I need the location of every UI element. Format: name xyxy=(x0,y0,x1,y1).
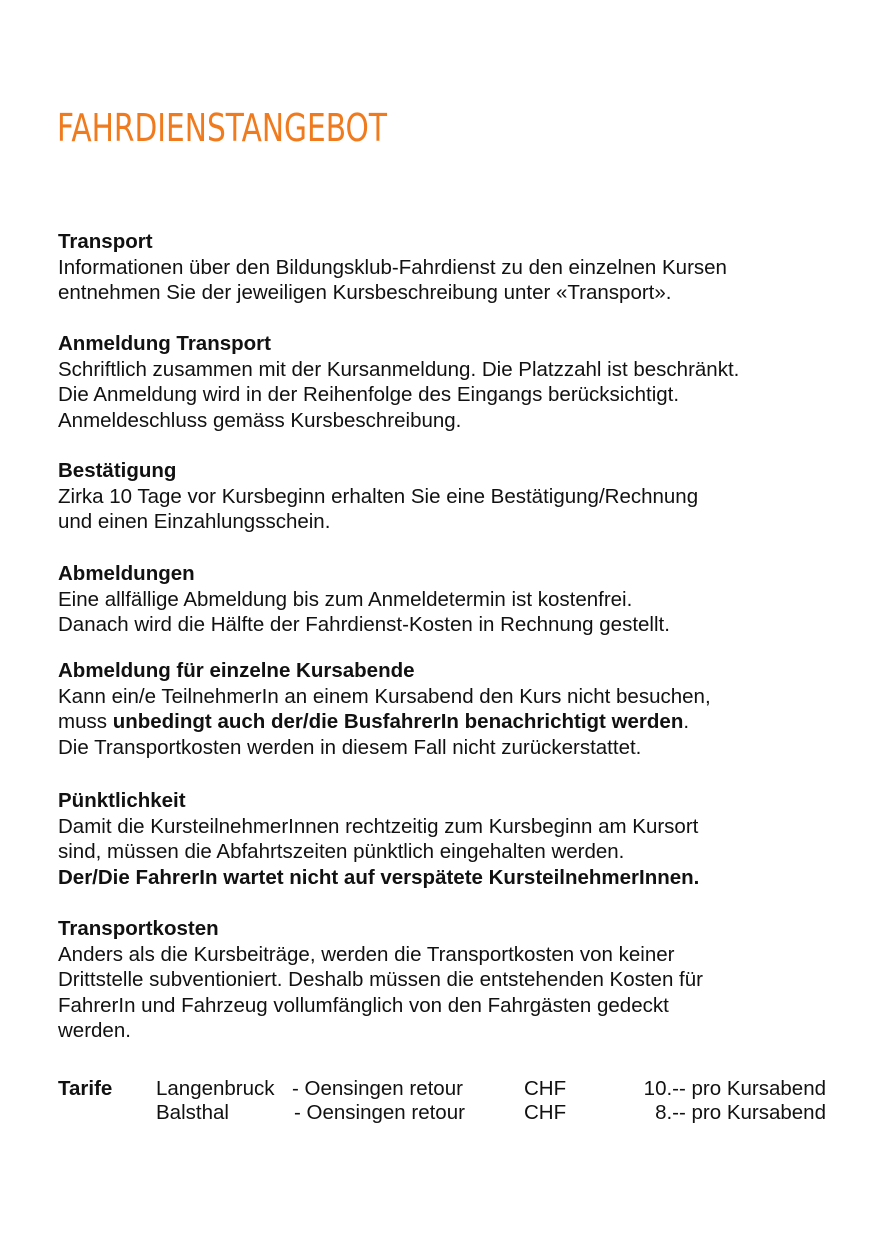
tarif-currency: CHF xyxy=(524,1101,567,1124)
section-abmeldung-einzelne-kursabende xyxy=(58,658,848,760)
section-puenktlichkeit xyxy=(58,788,848,890)
tarif-price: 10.-- pro Kursabend xyxy=(643,1077,826,1100)
section-text-line: Die Transportkosten werden in diesem Fall nicht zurückerstattet. xyxy=(58,735,642,759)
section-heading: Transportkosten xyxy=(58,917,219,940)
section-heading: Abmeldung für einzelne Kursabende xyxy=(58,659,415,682)
section-transportkosten xyxy=(58,916,848,1044)
page-title: FAHRDIENSTANGEBOT xyxy=(57,106,387,150)
emphasis-text: unbedingt auch der/die BusfahrerIn benachrichtigt werden xyxy=(112,710,684,733)
section-text-line: Eine allfällige Abmeldung bis zum Anmeldetermin ist kostenfrei. xyxy=(58,587,633,611)
tarif-row xyxy=(58,1077,848,1101)
section-bestaetigung xyxy=(58,458,848,535)
text-fragment: . xyxy=(683,710,690,733)
section-text-line xyxy=(58,709,848,735)
tarife-label: Tarife xyxy=(58,1077,113,1100)
tarif-to: - Oensingen retour xyxy=(292,1077,463,1100)
section-heading: Transport xyxy=(58,230,153,253)
section-anmeldung-transport xyxy=(58,331,848,433)
section-text-line: Schriftlich zusammen mit der Kursanmeldung. Die Platzzahl ist beschränkt. xyxy=(58,357,740,381)
tarif-from: Balsthal xyxy=(156,1101,229,1124)
section-heading: Anmeldung Transport xyxy=(58,332,271,355)
section-text-line: Anders als die Kursbeiträge, werden die Transportkosten von keiner xyxy=(58,942,675,966)
section-text-line: Kann ein/e TeilnehmerIn an einem Kursabend den Kurs nicht besuchen, xyxy=(58,684,711,708)
section-text-line: und einen Einzahlungsschein. xyxy=(58,510,331,533)
section-text-line: Damit die KursteilnehmerInnen rechtzeitig zum Kursbeginn am Kursort xyxy=(58,814,699,838)
section-heading: Bestätigung xyxy=(58,459,177,482)
section-text-line: Die Anmeldung wird in der Reihenfolge des Eingangs berücksichtigt. xyxy=(58,383,680,406)
tarif-to: - Oensingen retour xyxy=(294,1101,465,1124)
section-text-line: FahrerIn und Fahrzeug vollumfänglich von den Fahrgästen gedeckt xyxy=(58,993,669,1017)
section-text-line: sind, müssen die Abfahrtszeiten pünktlich eingehalten werden. xyxy=(58,840,625,863)
section-text-line: Informationen über den Bildungsklub-Fahrdienst zu den einzelnen Kursen xyxy=(58,255,727,279)
section-text-line: werden. xyxy=(58,1019,131,1042)
section-heading: Pünktlichkeit xyxy=(58,789,186,812)
section-text-line: Zirka 10 Tage vor Kursbeginn erhalten Sie eine Bestätigung/Rechnung xyxy=(58,484,699,508)
text-fragment: muss xyxy=(58,710,113,733)
section-text-line: Anmeldeschluss gemäss Kursbeschreibung. xyxy=(58,408,462,432)
section-abmeldungen xyxy=(58,561,848,638)
section-heading: Abmeldungen xyxy=(58,562,195,585)
section-text-line: entnehmen Sie der jeweiligen Kursbeschreibung unter «Transport». xyxy=(58,281,672,304)
section-text-line: Danach wird die Hälfte der Fahrdienst-Kosten in Rechnung gestellt. xyxy=(58,613,670,636)
tarif-currency: CHF xyxy=(524,1077,567,1100)
tarif-price: 8.-- pro Kursabend xyxy=(655,1101,826,1124)
section-transport xyxy=(58,229,848,306)
section-text-line: Drittstelle subventioniert. Deshalb müssen die entstehenden Kosten für xyxy=(58,968,703,991)
tarif-from: Langenbruck xyxy=(156,1077,275,1100)
emphasis-text: Der/Die FahrerIn wartet nicht auf verspätete KursteilnehmerInnen. xyxy=(58,865,700,889)
tarif-row xyxy=(58,1101,848,1125)
